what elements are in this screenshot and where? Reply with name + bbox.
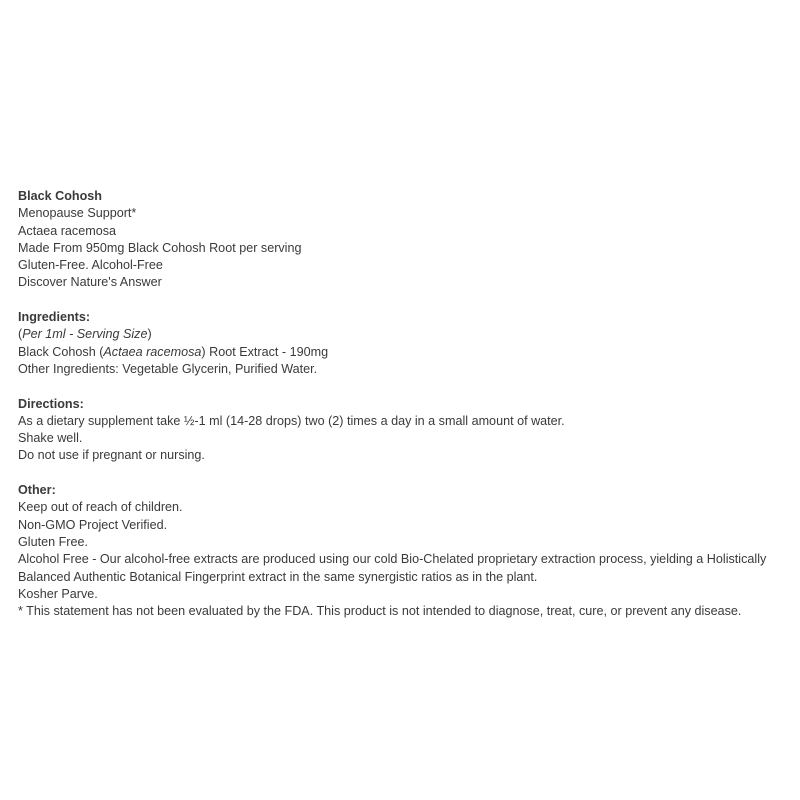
other-heading: Other: [18,483,56,498]
other-children-warning: Keep out of reach of children. [18,500,183,515]
other-gluten-free: Gluten Free. [18,534,88,549]
other-alcohol-free: Alcohol Free - Our alcohol-free extracts are produced using our cold Bio-Chelated proprietary extraction process, yielding a Holistically Balanced Authentic Botanical Fingerprint extract in the same synergistic ratios as in the plant. [18,552,767,584]
product-title: Black Cohosh [18,189,102,203]
product-latin-name: Actaea racemosa [18,223,117,238]
ingredients-section [18,309,793,378]
product-brand: Discover Nature's Answer [18,275,162,290]
extract-prefix: Black Cohosh ( [18,344,104,359]
directions-dosage: As a dietary supplement take ½-1 ml (14-28 drops) two (2) times a day in a small amount of water. [18,413,565,428]
serving-close-paren: ) [147,327,152,342]
spacer [18,292,793,309]
extract-latin: Actaea racemosa [103,344,202,359]
product-free-from: Gluten-Free. Alcohol-Free [18,258,163,273]
extract-line [18,344,793,361]
extract-suffix: ) Root Extract - 190mg [201,344,329,359]
product-description [18,188,793,620]
fda-disclaimer: * This statement has not been evaluated by the FDA. This product is not intended to diagnose, treat, cure, or prevent any disease. [18,604,742,619]
spacer [18,378,793,395]
other-non-gmo: Non-GMO Project Verified. [18,517,168,532]
directions-warning: Do not use if pregnant or nursing. [18,448,205,463]
directions-section [18,396,793,465]
product-source: Made From 950mg Black Cohosh Root per serving [18,240,302,255]
ingredients-heading: Ingredients: [18,310,91,325]
product-tagline: Menopause Support* [18,206,137,221]
directions-heading: Directions: [18,396,84,411]
other-kosher: Kosher Parve. [18,586,98,601]
directions-shake: Shake well. [18,431,83,446]
other-section [18,482,793,620]
other-ingredients: Other Ingredients: Vegetable Glycerin, Purified Water. [18,361,318,376]
serving-size [18,326,793,343]
product-summary [18,188,793,292]
serving-open-paren: ( [18,327,23,342]
serving-size-text: Per 1ml - Serving Size [22,327,148,342]
spacer [18,465,793,482]
